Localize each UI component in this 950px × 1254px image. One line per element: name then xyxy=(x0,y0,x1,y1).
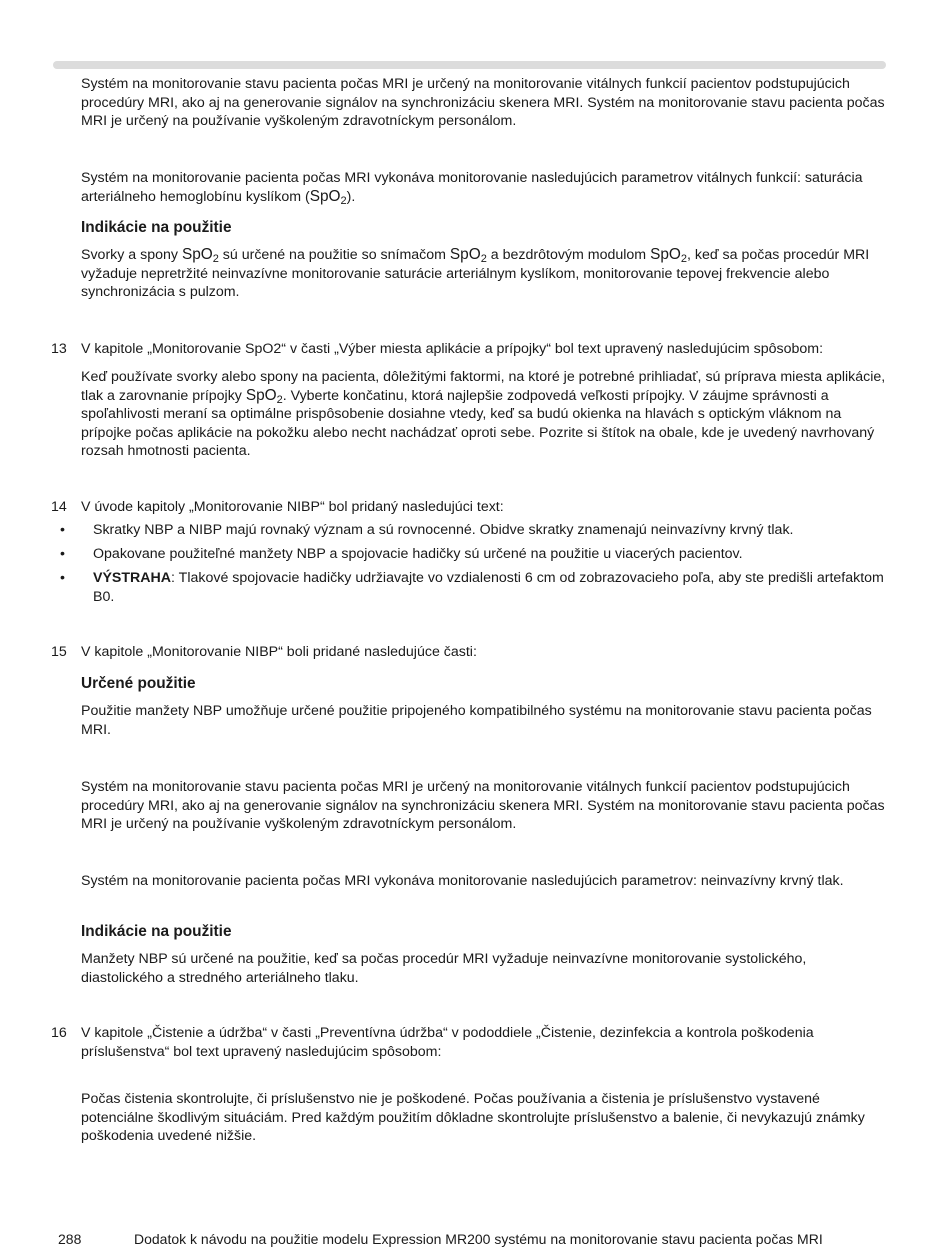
paragraph-indications-spo2: Svorky a spony SpO$_2$ sú určené na použitie so snímačom SpO$_2$ a bezdrôtovým modulom SpO$_2$, keď sa počas procedúr MRI vyžaduje nepretržité neinvazívne monitorovanie saturácie arteriálnym kyslíkom, monitorovanie tepovej frekvencie alebo synchronizácia s pulzom. xyxy=(81,246,870,301)
paragraph-system-purpose-nibp: Systém na monitorovanie stavu pacienta počas MRI je určený na monitorovanie vitálnych funkcií pacientov podstupujúcich procedúry MRI, ako aj na generovanie signálov na synchronizáciu skenera MRI. Systém na monitorovanie stavu pacienta počas MRI je určený na používanie vyškoleným zdravotníckym personálom. xyxy=(81,779,885,833)
spo2-term: SpO$_2$ xyxy=(181,246,219,265)
bullet-icon: • xyxy=(60,546,65,562)
list-item-warning: • VÝSTRAHA: Tlakové spojovacie hadičky udržiavajte vo vzdialenosti 6 cm od zobrazovacieho poľa, aby ste predišli artefaktom B0. xyxy=(60,570,884,605)
bullet-icon: • xyxy=(60,570,65,586)
warning-label: VÝSTRAHA xyxy=(93,570,172,586)
paragraph-parameters-nibp: Systém na monitorovanie pacienta počas MRI vykonáva monitorovanie nasledujúcich parametrov: neinvazívny krvný tlak. xyxy=(81,873,844,889)
heading-indications: Indikácie na použitie xyxy=(81,219,232,236)
paragraph-system-purpose: Systém na monitorovanie stavu pacienta počas MRI je určený na monitorovanie vitálnych funkcií pacientov podstupujúcich procedúry MRI, ako aj na generovanie signálov na synchronizáciu skenera MRI. Systém na monitorovanie stavu pacienta počas MRI je určený na používanie vyškoleným zdravotníckym personálom. xyxy=(81,76,885,130)
paragraph-intended-use: Použitie manžety NBP umožňuje určené použitie pripojeného kompatibilného systému na monitorovanie stavu pacienta počas MRI. xyxy=(81,703,872,738)
item-number-15: 15 xyxy=(51,644,67,660)
item-13-body: Keď používate svorky alebo spony na pacienta, dôležitými faktormi, na ktoré je potrebné prihliadať, sú príprava miesta aplikácie, tlak a zarovnanie prípojky SpO$_2$. Vyberte končatinu, ktorá najlepšie zodpovedá veľkosti prípojky. V záujme správnosti a spoľahlivosti meraní sa optimálne prispôsobenie dosiahne vtedy, keď sa budú okienka na hlavách s optickým vláknom na prípojke počas aplikácie na pokožku alebo necht nachádzať oproti sebe. Pozrite si štítok na obale, kde je uvedený navrhovaný rozsah hmotnosti pacienta. xyxy=(81,369,886,460)
spo2-term: SpO$_2$ xyxy=(449,246,487,265)
item-number-14: 14 xyxy=(51,499,67,515)
paragraph-vital-parameters: Systém na monitorovanie pacienta počas MRI vykonáva monitorovanie nasledujúcich parametrov vitálnych funkcií: saturácia arteriálneho hemoglobínu kyslíkom (SpO$_2$). xyxy=(81,170,863,207)
item-15-text: V kapitole „Monitorovanie NIBP“ boli pridané nasledujúce časti: xyxy=(81,644,477,660)
header-rule xyxy=(53,61,886,69)
list-item: • Skratky NBP a NIBP majú rovnaký význam a sú rovnocenné. Obidve skratky znamenajú neinvazívny krvný tlak. xyxy=(60,522,794,538)
heading-intended-use: Určené použitie xyxy=(81,675,196,692)
item-13-text: V kapitole „Monitorovanie SpO2“ v časti „Výber miesta aplikácie a prípojky“ bol text upravený nasledujúcim spôsobom: xyxy=(81,341,824,357)
heading-indications-nibp: Indikácie na použitie xyxy=(81,923,232,940)
spo2-term: SpO$_2$ xyxy=(309,187,347,207)
footer-title: Dodatok k návodu na použitie modelu Expression MR200 systému na monitorovanie stavu pacienta počas MRI xyxy=(134,1231,823,1247)
page-number: 288 xyxy=(58,1231,82,1247)
item-number-16: 16 xyxy=(51,1025,67,1041)
paragraph-indications-nibp: Manžety NBP sú určené na použitie, keď sa počas procedúr MRI vyžaduje neinvazívne monitorovanie systolického, diastolického a stredného arteriálneho tlaku. xyxy=(81,951,807,986)
item-14-text: V úvode kapitoly „Monitorovanie NIBP“ bol pridaný nasledujúci text: xyxy=(81,499,504,515)
bullet-icon: • xyxy=(60,522,65,538)
list-item: • Opakovane použiteľné manžety NBP a spojovacie hadičky sú určené na použitie u viacerých pacientov. xyxy=(60,546,743,562)
item-number-13: 13 xyxy=(51,341,67,357)
spo2-term: SpO$_2$ xyxy=(650,246,687,265)
item-16-body: Počas čistenia skontrolujte, či príslušenstvo nie je poškodené. Počas používania a čistenia je príslušenstvo vystavené potenciálne škodlivým situáciám. Pred každým použitím dôkladne skontrolujte príslušenstvo a balenie, či nevykazujú známky poškodenia uvedené nižšie. xyxy=(81,1091,865,1145)
spo2-term: SpO$_2$ xyxy=(245,386,283,406)
item-16-text: V kapitole „Čistenie a údržba“ v časti „Preventívna údržba“ v pododdiele „Čistenie, dezinfekcia a kontrola poškodenia príslušenstva“ bol text upravený nasledujúcim spôsobom: xyxy=(81,1025,814,1060)
